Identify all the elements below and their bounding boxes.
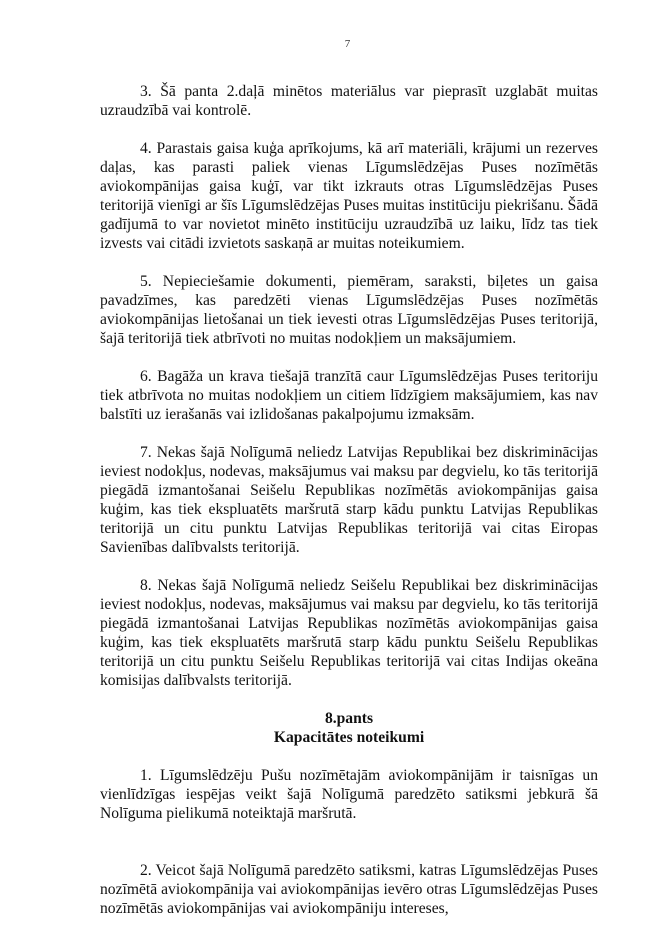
document-body — [100, 82, 598, 937]
paragraph-8-1: 1. Līgumslēdzēju Pušu nozīmētajām aviokompānijām ir taisnīgas un vienlīdzīgas iespējas veikt šajā Nolīgumā paredzēto satiksmi jebkurā šā Nolīguma pielikumā noteiktajā maršrutā. — [100, 767, 598, 822]
paragraph-7-4: 4. Parastais gaisa kuģa aprīkojums, kā arī materiāli, krājumi un rezerves daļas, kas parasti paliek vienas Līgumslēdzējas Puses nozīmētās aviokompānijas gaisa kuģī, var tikt izkrauts otras Līgumslēdzējas Puses teritorijā vienīgi ar šīs Līgumslēdzējas Puses muitas institūciju piekrišanu. Šādā gadījumā to var novietot minēto institūciju uzraudzībā uz laiku, līdz tas tiek izvests vai citādi izvietots saskaņā ar muitas noteikumiem. — [100, 140, 598, 252]
article-heading — [100, 709, 598, 747]
paragraph-7-6: 6. Bagāža un krava tiešajā tranzītā caur Līgumslēdzējas Puses teritoriju tiek atbrīvota no muitas nodokļiem un citiem līdzīgiem maksājumiem, kas nav balstīti uz ierašanās vai izlidošanas pakalpojumu izmaksām. — [100, 368, 598, 423]
article-title: Kapacitātes noteikumi — [273, 729, 425, 746]
paragraph-7-7: 7. Nekas šajā Nolīgumā neliedz Latvijas Republikai bez diskriminācijas ieviest nodokļus, nodevas, maksājumus vai maksu par degvielu, ko tās teritorijā piegādā izmantošanai Seišelu Republikas nozīmētās aviokompānijas gaisa kuģim, kas tiek ekspluatēts maršrutā starp kādu punktu Latvijas Republikas teritorijā un citu punktu Latvijas Republikas teritorijā vai citas Eiropas Savienības dalībvalsts teritorijā. — [100, 444, 598, 556]
paragraph-8-2: 2. Veicot šajā Nolīgumā paredzēto satiksmi, katras Līgumslēdzējas Puses nozīmētā aviokompānija vai aviokompānijas ievēro otras Līgumslēdzējas Puses nozīmētās aviokompānijas vai aviokompāniju intereses, — [100, 862, 598, 917]
paragraph-7-5: 5. Nepieciešamie dokumenti, piemēram, saraksti, biļetes un gaisa pavadzīmes, kas paredzēti vienas Līgumslēdzējas Puses nozīmētās aviokompānijas lietošanai un tiek ievesti otras Līgumslēdzējas Puses teritorijā, šajā teritorijā tiek atbrīvoti no muitas nodokļiem un maksājumiem. — [100, 273, 598, 347]
paragraph-7-3: 3. Šā panta 2.daļā minētos materiālus var pieprasīt uzglabāt muitas uzraudzībā vai kontrolē. — [100, 83, 598, 119]
article-number: 8.pants — [324, 710, 374, 727]
page-number: 7 — [344, 38, 351, 50]
spacer — [100, 842, 598, 861]
paragraph-7-8: 8. Nekas šajā Nolīgumā neliedz Seišelu Republikai bez diskriminācijas ieviest nodokļus, nodevas, maksājumus vai maksu par degvielu, ko tās teritorijā piegādā izmantošanai Latvijas Republikas nozīmētās aviokompānijas gaisa kuģim, kas tiek ekspluatēts maršrutā starp kādu punktu Seišelu Republikas teritorijā un citu punktu Seišelu Republikas teritorijā vai citas Indijas okeāna komisijas dalībvalsts teritorijā. — [100, 577, 598, 689]
